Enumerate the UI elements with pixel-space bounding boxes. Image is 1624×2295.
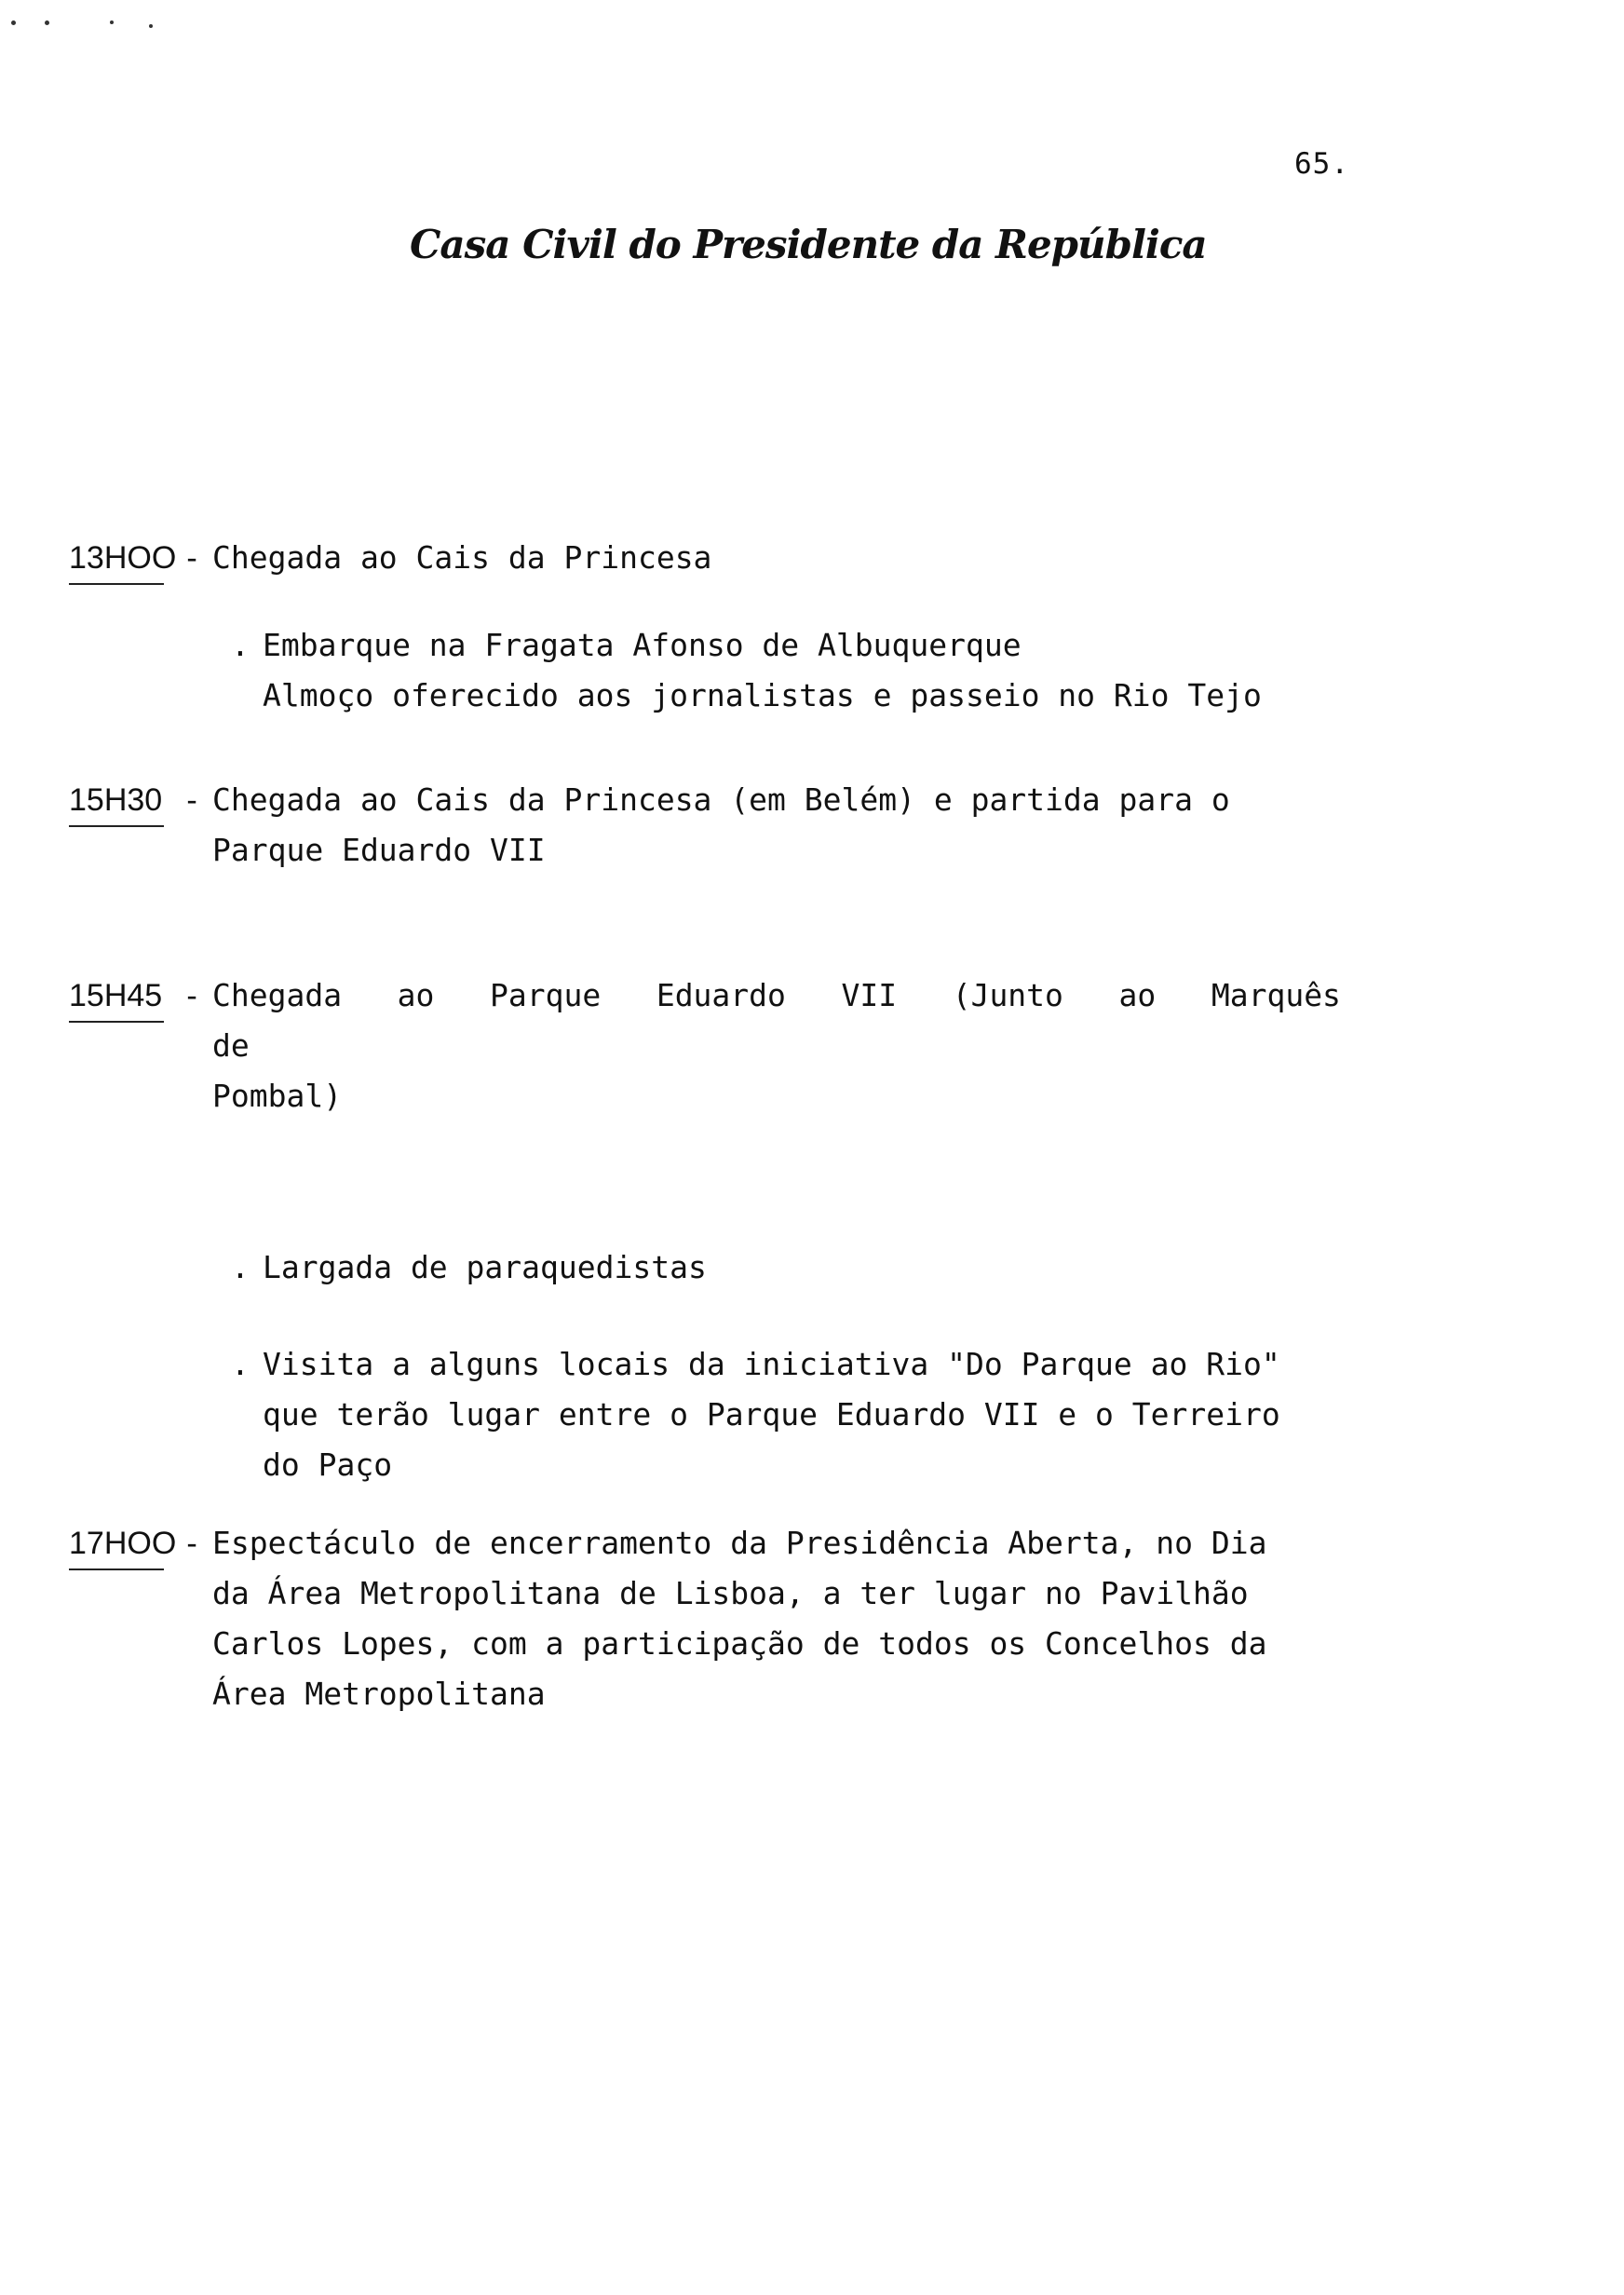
schedule-entry — [69, 533, 1410, 721]
entry-header — [69, 533, 1410, 583]
entry-bullet — [231, 1243, 1410, 1293]
entry-dash: - — [183, 1525, 201, 1561]
entry-time: 13HOO — [69, 533, 171, 583]
entry-description: Espectáculo de encerramento da Presidência Aberta, no Dia da Área Metropolitana de Lisboa, a ter lugar no Pavilhão Carlos Lopes, com a participação de todos os Concelhos da Área Metropolitana — [212, 1525, 1267, 1712]
entry-time: 17HOO — [69, 1518, 171, 1568]
page-number: 65. — [1294, 147, 1349, 181]
bullet-marker: . — [231, 627, 250, 663]
scan-speck — [110, 20, 114, 24]
bullet-text: Largada de paraquedistas — [263, 1249, 707, 1285]
entry-bullet — [231, 620, 1410, 721]
bullet-marker: . — [231, 1249, 250, 1285]
entry-time: 15H30 — [69, 775, 171, 825]
scan-speck — [45, 20, 49, 25]
schedule-entry — [69, 971, 1410, 1490]
entry-header — [69, 971, 1410, 1121]
entry-description: Chegada ao Cais da Princesa (em Belém) e partida para o Parque Eduardo VII — [212, 781, 1230, 868]
entry-dash: - — [183, 781, 201, 818]
scan-speck — [149, 24, 153, 28]
entry-dash: - — [183, 539, 201, 576]
entry-bullet — [231, 1339, 1410, 1490]
letterhead: Casa Civil do Presidente da República — [410, 222, 1207, 267]
entry-header — [69, 1518, 1410, 1719]
entry-dash: - — [183, 977, 201, 1013]
entry-description: Chegada ao Parque Eduardo VII (Junto ao Marquês de Pombal) — [212, 977, 1341, 1114]
schedule-entry — [69, 1518, 1410, 1719]
entry-time: 15H45 — [69, 971, 171, 1021]
scan-speck — [11, 20, 16, 25]
bullet-text: Visita a alguns locais da iniciativa "Do Parque ao Rio" que terão lugar entre o Parque Eduardo VII e o Terreiro do Paço — [263, 1346, 1280, 1483]
bullet-text: Embarque na Fragata Afonso de Albuquerque Almoço oferecido aos jornalistas e passeio no Rio Tejo — [263, 627, 1262, 713]
schedule-entry — [69, 775, 1410, 876]
bullet-marker: . — [231, 1346, 250, 1382]
entry-header — [69, 775, 1410, 876]
entry-description: Chegada ao Cais da Princesa — [212, 539, 712, 576]
